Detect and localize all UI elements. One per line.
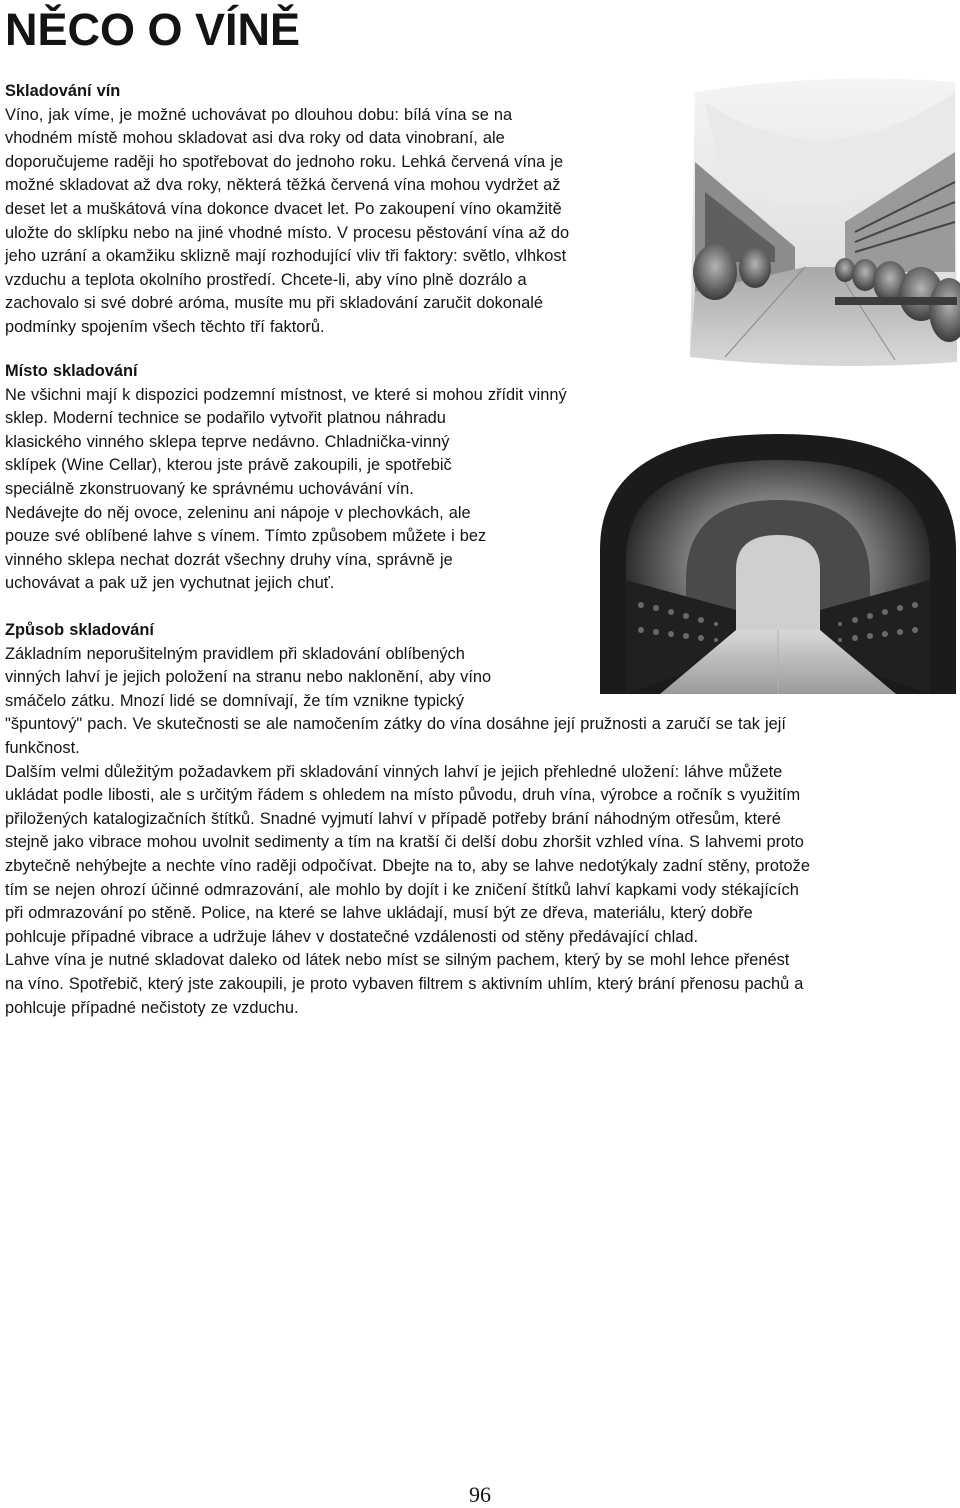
paragraph-line: klasického vinného sklepa teprve nedávno. Chladnička-vinný (5, 432, 450, 451)
paragraph-line: vinných lahví je jejich položení na stranu nebo naklonění, aby víno (5, 668, 492, 687)
paragraph-line: Dalším velmi důležitým požadavkem při skladování vinných lahví je jejich přehledné uložení: láhve můžete (5, 762, 783, 781)
paragraph-line: tím se nejen ohrozí účinné odmrazování, ale mohlo by dojít i ke zničení štítků lahví kapkami vody stékajících (5, 880, 799, 899)
section-heading: Skladování vín (5, 82, 121, 100)
paragraph-line: "špuntový" pach. Ve skutečnosti se ale namočením zátky do vína dosáhne její pružnosti a zaručí se tak její (5, 715, 786, 734)
paragraph-line: pouze své oblíbené lahve s vínem. Tímto způsobem můžete i bez (5, 527, 487, 546)
barrel-cellar-photo (685, 72, 960, 372)
page-title: NĚCO O VÍNĚ (5, 4, 301, 55)
paragraph-line: na víno. Spotřebič, který jste zakoupili, je proto vybaven filtrem s aktivním uhlím, který brání přenosu pachů a (5, 974, 804, 993)
paragraph-line: uložte do sklípku nebo na jiné vhodné místo. V procesu pěstování vína až do (5, 223, 570, 242)
page-number: 96 (469, 1482, 491, 1507)
paragraph-line: Nedávejte do něj ovoce, zeleninu ani nápoje v plechovkách, ale (5, 503, 471, 522)
paragraph-line: podmínky spojením všech těchto tří faktorů. (5, 317, 325, 336)
paragraph-line: sklep. Moderní technice se podařilo vytvořit platnou náhradu (5, 409, 446, 428)
paragraph-line: vzduchu a teplota okolního prostředí. Chcete-li, aby víno plně dozrálo a (5, 270, 527, 289)
paragraph-line: vinného sklepa nechat dozrát všechny druhy vína, správně je (5, 550, 453, 569)
section-storage-of-wines (5, 80, 569, 340)
paragraph-line: zachovalo si své dobré aróma, musíte mu při skladování zaručit dokonalé (5, 294, 543, 313)
paragraph-line: pohlcuje případné vibrace a udržuje láhev v dostatečné vzdálenosti od stěny předávající chlad. (5, 927, 699, 946)
paragraph-line: sklípek (Wine Cellar), kterou jste právě zakoupili, je spotřebič (5, 456, 452, 475)
section-storage-place (5, 360, 567, 596)
section-heading: Místo skladování (5, 362, 138, 380)
paragraph-line: Ne všichni mají k dispozici podzemní místnost, ve které si mohou zřídit vinný (5, 385, 567, 404)
paragraph-line: smáčelo zátku. Mnozí lidé se domnívají, že tím vznikne typický (5, 691, 465, 710)
paragraph-line: Lahve vína je nutné skladovat daleko od látek nebo míst se silným pachem, který by se mohl lehce přenést (5, 951, 790, 970)
paragraph-line: jeho uzrání a okamžiku sklizně mají rozhodující vliv tři faktory: světlo, vlhkost (5, 247, 567, 266)
paragraph-line: možné skladovat až dva roky, některá těžká červená vína mohou vydržet až (5, 176, 561, 195)
paragraph-line: funkčnost. (5, 738, 80, 757)
section-heading: Způsob skladování (5, 621, 154, 639)
paragraph-line: deset let a muškátová vína dokonce dvacet let. Po zakoupení víno okamžitě (5, 199, 562, 218)
paragraph-line: uchovávat a pak už jen vychutnat jejich chuť. (5, 574, 335, 593)
bottle-tunnel-photo (596, 430, 960, 694)
paragraph-line: stejně jako vibrace mohou uvolnit sedimenty a tím na kratší či delší dobu zhoršit vzhled vína. S lahvemi proto (5, 833, 804, 852)
paragraph-line: ukládat podle libosti, ale s určitým řádem s ohledem na místo původu, druh vína, výrobce a ročník s využitím (5, 786, 801, 805)
paragraph-line: Základním neporušitelným pravidlem při skladování oblíbených (5, 644, 465, 663)
paragraph-line: zbytečně nehýbejte a nechte víno raději odpočívat. Dbejte na to, aby se lahve nedotýkaly zadní stěny, protože (5, 856, 810, 875)
paragraph-line: pohlcuje případné nečistoty ze vzduchu. (5, 998, 299, 1017)
paragraph-line: přiložených katalogizačních štítků. Snadné vyjmutí lahví v případě potřeby brání náhodným otřesům, které (5, 809, 781, 828)
paragraph-line: vhodném místě mohou skladovat asi dva roky od data vinobraní, ale (5, 129, 505, 148)
paragraph-line: speciálně zkonstruovaný ke správnému uchovávání vín. (5, 479, 414, 498)
paragraph-line: při odmrazování po stěně. Police, na které se lahve ukládají, musí být ze dřeva, materiálu, který dobře (5, 904, 753, 923)
paragraph-line: doporučujeme raději ho spotřebovat do jednoho roku. Lehká červená vína je (5, 152, 564, 171)
paragraph-line: Víno, jak víme, je možné uchovávat po dlouhou dobu: bílá vína se na (5, 105, 513, 124)
